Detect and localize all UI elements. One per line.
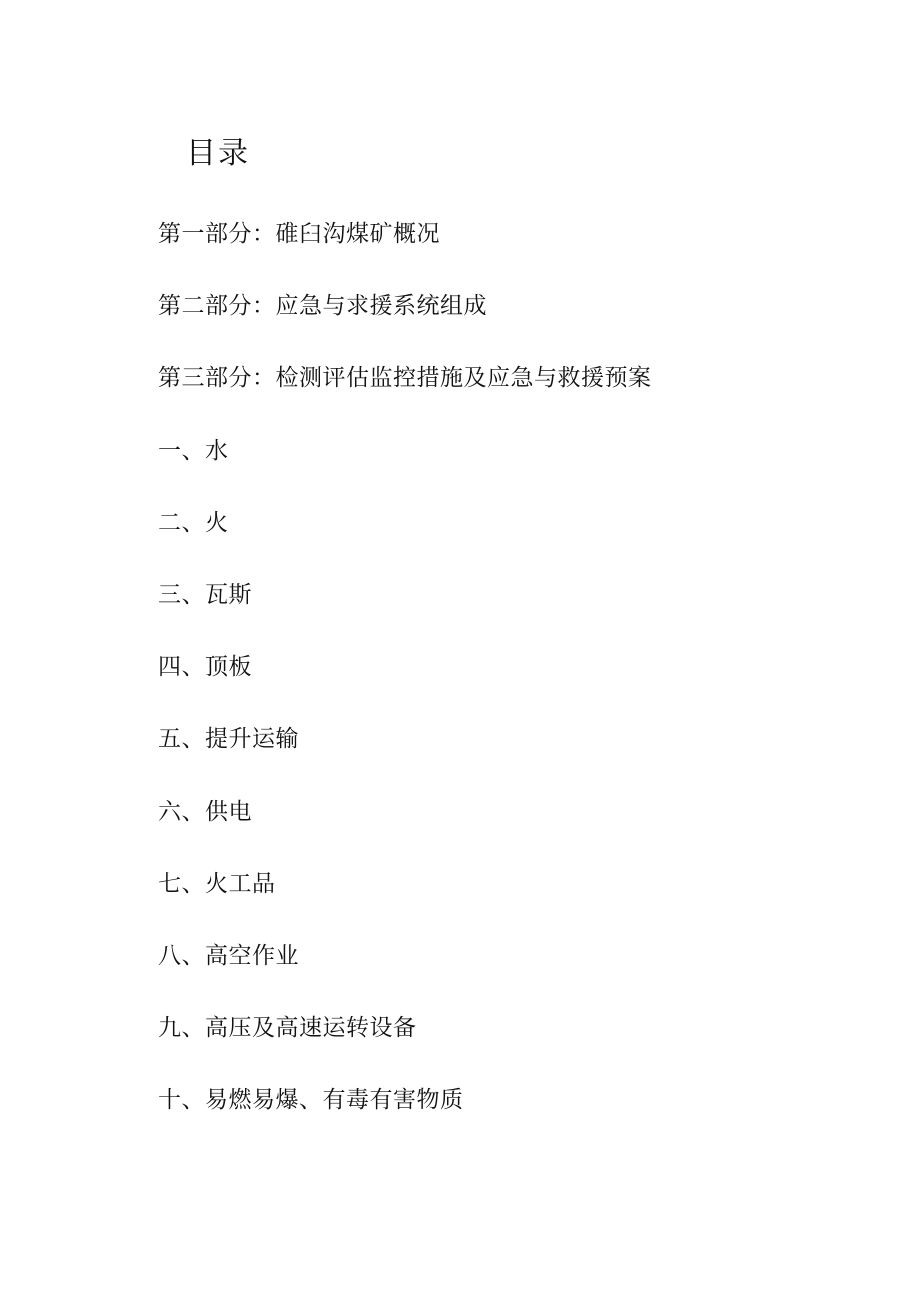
toc-entry-hoisting-transport: 五、提升运输 [158, 726, 299, 753]
toc-entry-fire: 二、火 [158, 509, 229, 536]
toc-entry-water: 一、水 [158, 437, 229, 464]
toc-entry-roof: 四、顶板 [158, 654, 252, 681]
toc-entry-explosives: 七、火工品 [158, 870, 276, 897]
toc-title: 目录 [186, 136, 250, 171]
toc-entry-part-2: 第二部分：应急与求援系统组成 [158, 293, 487, 320]
toc-entry-part-1: 第一部分：碓臼沟煤矿概况 [158, 221, 440, 247]
toc-entry-power-supply: 六、供电 [158, 798, 252, 825]
toc-list [158, 214, 652, 1152]
toc-entry-work-at-height: 八、高空作业 [158, 942, 299, 969]
toc-entry-gas: 三、瓦斯 [158, 581, 252, 608]
toc-entry-high-voltage-equipment: 九、高压及高速运转设备 [158, 1015, 417, 1042]
toc-entry-part-3: 第三部分：检测评估监控措施及应急与救援预案 [158, 365, 652, 392]
toc-entry-hazardous-materials: 十、易燃易爆、有毒有害物质 [158, 1087, 464, 1114]
